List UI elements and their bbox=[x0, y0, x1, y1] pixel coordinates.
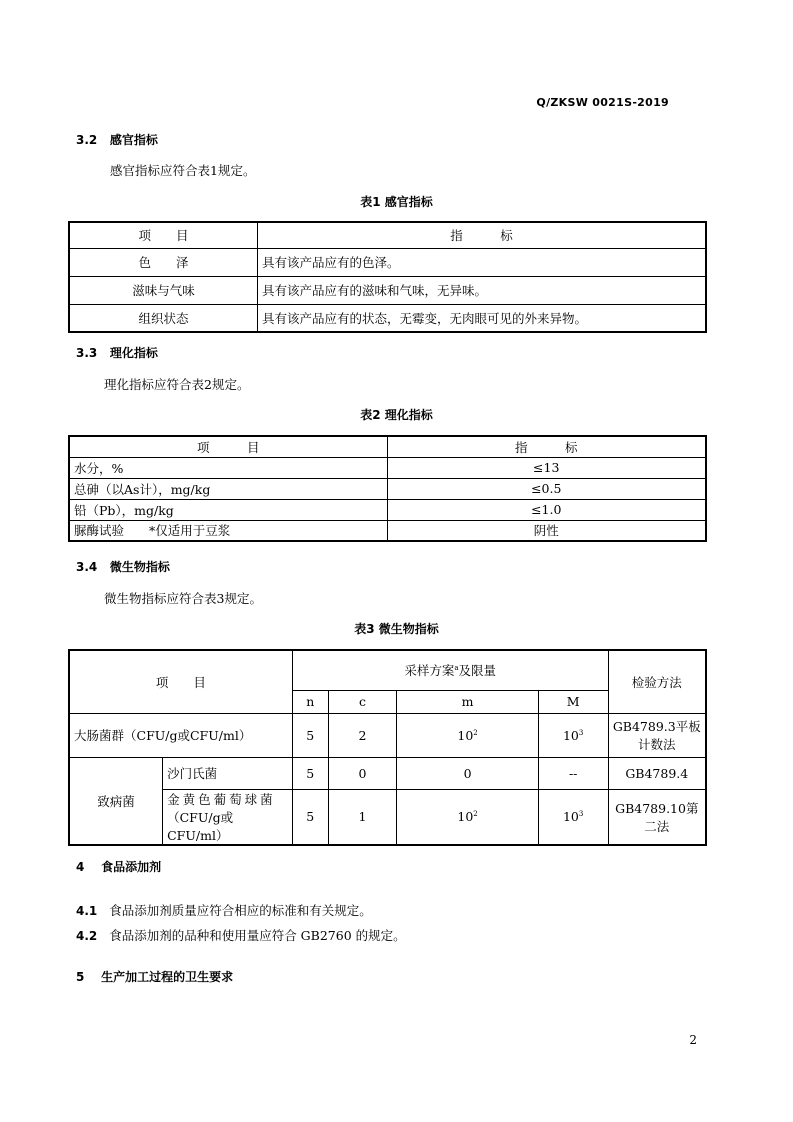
section-number: 3.4 bbox=[76, 560, 98, 574]
table-header-row bbox=[69, 436, 706, 457]
table-row bbox=[69, 520, 706, 541]
header-text: 及限量 bbox=[458, 663, 497, 679]
base: 10 bbox=[562, 809, 579, 824]
table-cell: 0 bbox=[397, 757, 538, 789]
table-cell: 铅（Pb），mg/kg bbox=[69, 499, 387, 520]
header-cell: M bbox=[538, 690, 608, 713]
exponent: 3 bbox=[578, 728, 584, 737]
header-cell: 项 目 bbox=[69, 650, 292, 713]
table-cell: 具有该产品应有的滋味和气味，无异味。 bbox=[257, 276, 706, 304]
table-cell: 具有该产品应有的色泽。 bbox=[257, 248, 706, 276]
table-cell: ≤0.5 bbox=[387, 478, 706, 499]
table-cell: 1 bbox=[328, 789, 397, 845]
table-header-row bbox=[69, 650, 706, 690]
section-title: 理化指标 bbox=[109, 346, 158, 360]
section-5-heading bbox=[76, 968, 233, 985]
table-2-physicochemical bbox=[68, 435, 707, 542]
section-number: 3.2 bbox=[76, 133, 98, 147]
section-3-2-heading bbox=[76, 131, 158, 148]
section-4-heading bbox=[76, 858, 161, 875]
header-cell: 项 目 bbox=[69, 222, 257, 248]
table-cell bbox=[538, 789, 608, 845]
header-cell: 指 标 bbox=[257, 222, 706, 248]
table-cell: GB4789.4 bbox=[608, 757, 706, 789]
section-title: 感官指标 bbox=[109, 133, 158, 147]
base: 10 bbox=[457, 809, 474, 824]
table-header-row bbox=[69, 222, 706, 248]
group-cell: 致病菌 bbox=[69, 757, 163, 845]
base: 10 bbox=[562, 727, 579, 743]
table-cell: 阴性 bbox=[387, 520, 706, 541]
table-cell: 滋味与气味 bbox=[69, 276, 257, 304]
table-cell bbox=[397, 789, 538, 845]
table-cell: 5 bbox=[292, 789, 328, 845]
table-cell: ≤13 bbox=[387, 457, 706, 478]
table-row bbox=[69, 304, 706, 332]
table-cell bbox=[397, 713, 538, 757]
header-cell: 项 目 bbox=[69, 436, 387, 457]
table-row bbox=[69, 276, 706, 304]
table-row bbox=[69, 499, 706, 520]
table-3-caption: 表3 微生物指标 bbox=[354, 622, 439, 636]
table-cell: ≤1.0 bbox=[387, 499, 706, 520]
page-number: 2 bbox=[689, 1033, 697, 1047]
section-number: 4.1 bbox=[76, 904, 98, 918]
footnote-mark: a bbox=[454, 664, 459, 673]
table-cell: 5 bbox=[292, 757, 328, 789]
table-cell: 色 泽 bbox=[69, 248, 257, 276]
document-code: Q/ZKSW 0021S-2019 bbox=[536, 96, 669, 109]
table-1-sensory bbox=[68, 221, 707, 333]
table-row bbox=[69, 757, 706, 789]
section-title: 微生物指标 bbox=[109, 560, 170, 574]
table-3-microbial bbox=[68, 649, 707, 846]
table-cell: GB4789.10第二法 bbox=[608, 789, 706, 845]
table-cell: 脲酶试验 *仅适用于豆浆 bbox=[69, 520, 387, 541]
header-cell: m bbox=[397, 690, 538, 713]
name-line: 金黄色葡萄球菌 bbox=[167, 791, 276, 807]
table-cell bbox=[163, 789, 293, 845]
table-row bbox=[69, 478, 706, 499]
exponent: 2 bbox=[473, 728, 478, 737]
table-cell: 0 bbox=[328, 757, 397, 789]
section-text: 食品添加剂质量应符合相应的标准和有关规定。 bbox=[109, 903, 372, 918]
section-number: 3.3 bbox=[76, 346, 98, 360]
header-text: 采样方案 bbox=[404, 663, 455, 679]
table-cell: 大肠菌群（CFU/g或CFU/ml） bbox=[69, 713, 292, 757]
table-row bbox=[69, 248, 706, 276]
table-row bbox=[69, 789, 706, 845]
header-cell-sampling bbox=[292, 650, 608, 690]
header-cell: 指 标 bbox=[387, 436, 706, 457]
exponent: 2 bbox=[473, 809, 478, 818]
table-cell: GB4789.3平板计数法 bbox=[608, 713, 706, 757]
table-1-caption: 表1 感官指标 bbox=[360, 195, 433, 209]
section-4-2 bbox=[76, 926, 406, 944]
header-cell: c bbox=[328, 690, 397, 713]
table-2-caption: 表2 理化指标 bbox=[360, 408, 433, 422]
table-cell: 具有该产品应有的状态，无霉变，无肉眼可见的外来异物。 bbox=[257, 304, 706, 332]
table-cell: 2 bbox=[328, 713, 397, 757]
exponent: 3 bbox=[578, 809, 584, 818]
section-number: 5 bbox=[76, 970, 85, 984]
base: 10 bbox=[457, 727, 474, 743]
section-3-4-heading bbox=[76, 558, 170, 575]
table-cell: 总砷（以As计），mg/kg bbox=[69, 478, 387, 499]
table-cell: 组织状态 bbox=[69, 304, 257, 332]
section-text: 食品添加剂的品种和使用量应符合 GB2760 的规定。 bbox=[109, 928, 406, 943]
section-title: 生产加工过程的卫生要求 bbox=[101, 970, 234, 984]
table-row bbox=[69, 713, 706, 757]
name-line: （CFU/g或CFU/ml） bbox=[167, 809, 234, 843]
header-cell: 检验方法 bbox=[608, 650, 706, 713]
table-cell: 水分，% bbox=[69, 457, 387, 478]
table-cell: 沙门氏菌 bbox=[163, 757, 293, 789]
table-cell bbox=[538, 713, 608, 757]
section-3-2-paragraph: 感官指标应符合表1规定。 bbox=[110, 163, 256, 178]
section-3-3-heading bbox=[76, 344, 158, 361]
header-cell: n bbox=[292, 690, 328, 713]
table-cell: 5 bbox=[292, 713, 328, 757]
table-cell: -- bbox=[538, 757, 608, 789]
section-3-4-paragraph: 微生物指标应符合表3规定。 bbox=[104, 591, 262, 606]
table-row bbox=[69, 457, 706, 478]
section-title: 食品添加剂 bbox=[101, 860, 162, 874]
section-3-3-paragraph: 理化指标应符合表2规定。 bbox=[104, 377, 250, 392]
section-number: 4.2 bbox=[76, 929, 98, 943]
section-number: 4 bbox=[76, 860, 85, 874]
section-4-1 bbox=[76, 901, 372, 919]
